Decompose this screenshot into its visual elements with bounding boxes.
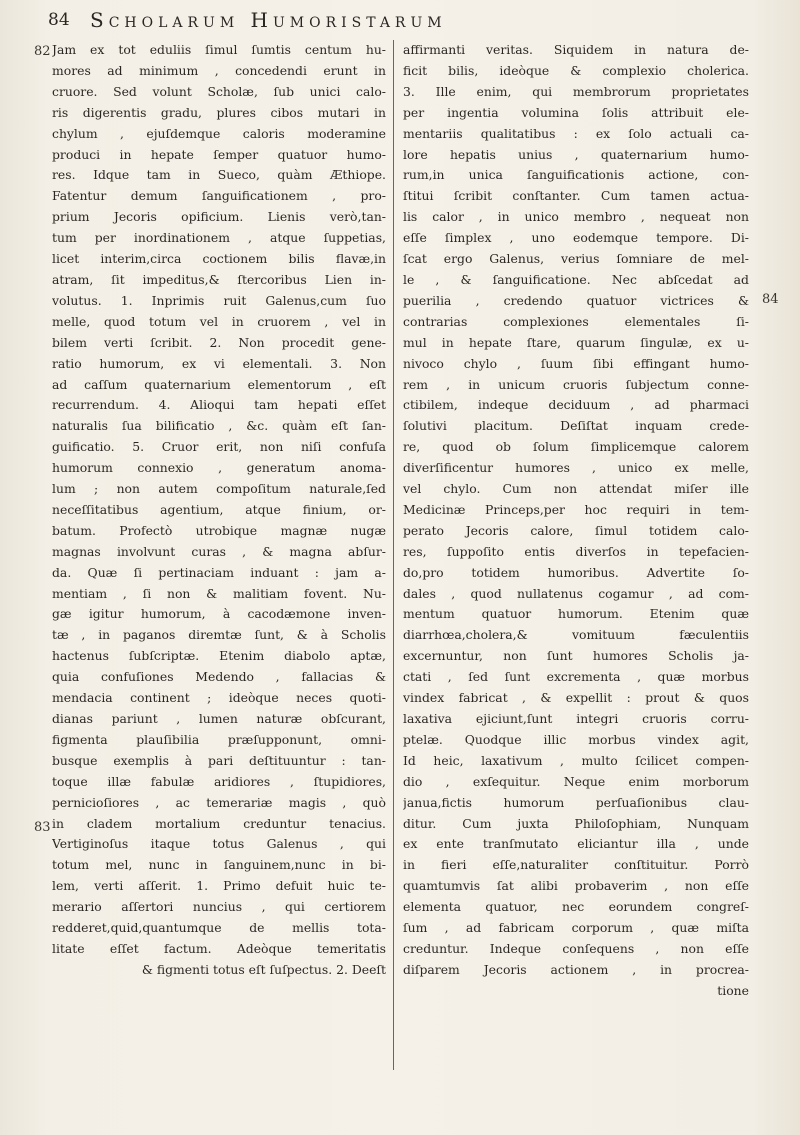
text-line: puerilia , credendo quatuor victrices &: [403, 292, 749, 308]
text-line: tione: [717, 982, 749, 998]
text-line: licet interim,circa coctionem bilis flavæ,in: [52, 251, 386, 267]
text-line: ctibilem, indeque deciduum , ad pharmaci: [403, 397, 749, 413]
text-line: tum per inordinationem , atque ſuppetias,: [52, 230, 386, 246]
text-line: lore hepatis unius , quaternarium humo-: [403, 146, 749, 162]
text-line: excernuntur, non ſunt humores Scholis ja-: [403, 648, 749, 664]
text-line: guificatio. 5. Cruor erit, non niſi confuſa: [52, 439, 386, 455]
text-line: quamtumvis ſat alibi probaverim , non eſſe: [403, 878, 749, 894]
running-head: Scholarum Humoristarum: [90, 8, 447, 32]
text-line: diarrhœa,cholera,& vomituum fæculentiis: [403, 627, 749, 643]
text-line: ſtitui ſcribit conſtanter. Cum tamen actua-: [403, 188, 749, 204]
text-line: rum,in unica ſanguificationis actione, con-: [403, 167, 749, 183]
text-line: lis calor , in unico membro , nequeat non: [403, 209, 749, 225]
text-line: do,pro totidem humoribus. Advertite ſo-: [403, 564, 749, 580]
text-line: neceſſitatibus agentium, atque finium, or-: [52, 501, 386, 517]
text-line: litate eſſet factum. Adeòque temeritatis: [52, 940, 386, 956]
text-line: rem , in unicum cruoris ſubjectum conne-: [403, 376, 749, 392]
text-line: dales , quod nullatenus cogamur , ad com-: [403, 585, 749, 601]
text-line: mentariis qualitatibus : ex ſolo actuali ca-: [403, 125, 749, 141]
text-line: ad caſſum quaternarium elementorum , eſt: [52, 376, 386, 392]
text-line: quia confuſiones Medendo , fallacias &: [52, 669, 386, 685]
text-line: redderet,quid,quantumque de mellis tota-: [52, 920, 386, 936]
text-line: in cladem mortalium creduntur tenacius.: [52, 815, 386, 831]
text-line: humorum connexio , generatum anoma-: [52, 460, 386, 476]
text-line: ſum , ad fabricam corporum , quæ miſta: [403, 920, 749, 936]
text-line: Medicinæ Princeps,per hoc requiri in tem-: [403, 501, 749, 517]
text-line: recurrendum. 4. Alioqui tam hepati eſſet: [52, 397, 386, 413]
text-line: ptelæ. Quodque illic morbus vindex agit,: [403, 731, 749, 747]
text-line: mores ad minimum , concedendi erunt in: [52, 62, 386, 78]
text-line: merario aſſertori nuncius , qui certiorem: [52, 899, 386, 915]
page-header: [48, 8, 748, 38]
text-line: gæ igitur humorum, à cacodæmone inven-: [52, 606, 386, 622]
text-line: janua,fictis humorum perſuaſionibus clau-: [403, 794, 749, 810]
text-line: pernicioſiores , ac temerariæ magis , quò: [52, 794, 386, 810]
text-line: in fieri eſſe,naturaliter conſtituitur. Porrò: [403, 857, 749, 873]
text-line: magnas involvunt curas , & magna abſur-: [52, 543, 386, 559]
text-line: dianas pariunt , lumen naturæ obſcurant,: [52, 711, 386, 726]
text-line: laxativa ejiciunt,ſunt integri cruoris corru-: [403, 711, 749, 726]
text-line: toque illæ fabulæ aridiores , ſtupidiores,: [52, 773, 386, 789]
text-line: ficit bilis, ideòque & complexio cholerica.: [403, 62, 749, 78]
text-line: da. Quæ ſi pertinaciam induant : jam a-: [52, 564, 386, 580]
text-line: tæ , in paganos diremtæ ſunt, & à Scholis: [52, 627, 386, 643]
text-line: dio , exſequitur. Neque enim morborum: [403, 773, 749, 789]
text-line: volutus. 1. Inprimis ruit Galenus,cum ſuo: [52, 292, 386, 308]
text-line: Fatentur demum ſanguificationem , pro-: [52, 188, 386, 204]
text-line: ratio humorum, ex vi elementali. 3. Non: [52, 355, 386, 371]
page-number: 84: [48, 10, 70, 30]
text-line: re, quod ob ſolum ſimplicemque calorem: [403, 439, 749, 455]
text-line: vindex fabricat , & expellit : prout & quos: [403, 690, 749, 706]
text-line: mentum quatuor humorum. Etenim quæ: [403, 606, 749, 622]
left-text-column: [52, 40, 386, 981]
text-line: diverſificentur humores , unico ex melle,: [403, 460, 749, 476]
text-line: creduntur. Indeque conſequens , non eſſe: [403, 940, 749, 956]
text-line: ſolutivi placitum. Deſiſtat inquam crede-: [403, 418, 749, 434]
text-line: le , & ſanguificatione. Nec abſcedat ad: [403, 271, 749, 287]
text-line: naturalis ſua bilificatio , &c. quàm eſt ſan-: [52, 418, 386, 434]
text-line: produci in hepate ſemper quatuor humo-: [52, 146, 386, 162]
text-line: & figmenti totus eſt ſuſpectus. 2. Deeſt: [141, 961, 386, 977]
text-line: lem, verti aſſerit. 1. Primo defuit huic te-: [52, 878, 386, 894]
text-line: totum mel, nunc in ſanguinem,nunc in bi-: [52, 857, 386, 873]
text-line: affirmanti veritas. Siquidem in natura de-: [403, 42, 749, 57]
text-line: ctati , ſed ſunt excrementa , quæ morbus: [403, 669, 749, 685]
text-line: batum. Profectò utrobique magnæ nugæ: [52, 522, 386, 538]
text-line: nivoco chylo , ſuum ſibi effingant humo-: [403, 355, 749, 371]
text-line: lum ; non autem compoſitum naturale,ſed: [52, 481, 386, 497]
text-line: elementa quatuor, nec eorundem congreſ-: [403, 899, 749, 915]
text-line: ex ente tranſmutato eliciantur illa , unde: [403, 836, 749, 852]
text-line: Jam ex tot eduliis ſimul ſumtis centum hu-: [52, 42, 386, 57]
text-line: prium Jecoris opificium. Lienis verò,tan-: [52, 209, 386, 225]
text-line: mentiam , ſi non & malitiam fovent. Nu-: [52, 585, 386, 601]
column-divider: [393, 40, 394, 1070]
text-line: figmenta plauſibilia præſupponunt, omni-: [52, 731, 386, 747]
text-line: melle, quod totum vel in cruorem , vel in: [52, 313, 386, 329]
margin-note-83: 83: [34, 820, 51, 835]
text-line: bilem verti ſcribit. 2. Non procedit gene-: [52, 334, 386, 350]
text-line: vel chylo. Cum non attendat miſer ille: [403, 481, 749, 497]
text-line: mendacia continent ; ideòque neces quoti-: [52, 690, 386, 706]
margin-note-84: 84: [762, 292, 779, 307]
text-line: hactenus ſubſcriptæ. Etenim diabolo aptæ,: [52, 648, 386, 664]
margin-note-82: 82: [34, 44, 51, 59]
text-line: cruore. Sed volunt Scholæ, ſub unici calo-: [52, 83, 386, 99]
text-line: Id heic, laxativum , multo ſcilicet compen-: [403, 752, 749, 768]
right-text-column: [403, 40, 749, 1002]
text-line: res, ſuppoſito entis diverſos in tepefacien-: [403, 543, 749, 559]
text-line: mul in hepate ſtare, quarum ſingulæ, ex u-: [403, 334, 749, 350]
text-line: busque exemplis à pari deſtituuntur : tan-: [52, 752, 386, 768]
text-line: perato Jecoris calore, ſimul totidem calo-: [403, 522, 749, 538]
text-line: diſparem Jecoris actionem , in procrea-: [403, 961, 749, 977]
text-line: atram, ſit impeditus,& ſtercoribus Lien in-: [52, 271, 386, 287]
text-line: 3. Ille enim, qui membrorum proprietates: [403, 83, 749, 99]
text-line: chylum , ejuſdemque caloris moderamine: [52, 125, 386, 141]
text-line: ditur. Cum juxta Philoſophiam, Nunquam: [403, 815, 749, 831]
text-line: ſcat ergo Galenus, verius ſomniare de mel-: [403, 251, 749, 267]
text-line: contrarias complexiones elementales ſi-: [403, 313, 749, 329]
text-line: ris digerentis gradu, plures cibos mutari in: [52, 104, 386, 120]
text-line: Vertiginoſus itaque totus Galenus , qui: [52, 836, 386, 852]
text-line: per ingentia volumina ſolis attribuit ele-: [403, 104, 749, 120]
text-line: res. Idque tam in Sueco, quàm Æthiope.: [52, 167, 386, 183]
text-line: eſſe ſimplex , uno eodemque tempore. Di-: [403, 230, 749, 246]
